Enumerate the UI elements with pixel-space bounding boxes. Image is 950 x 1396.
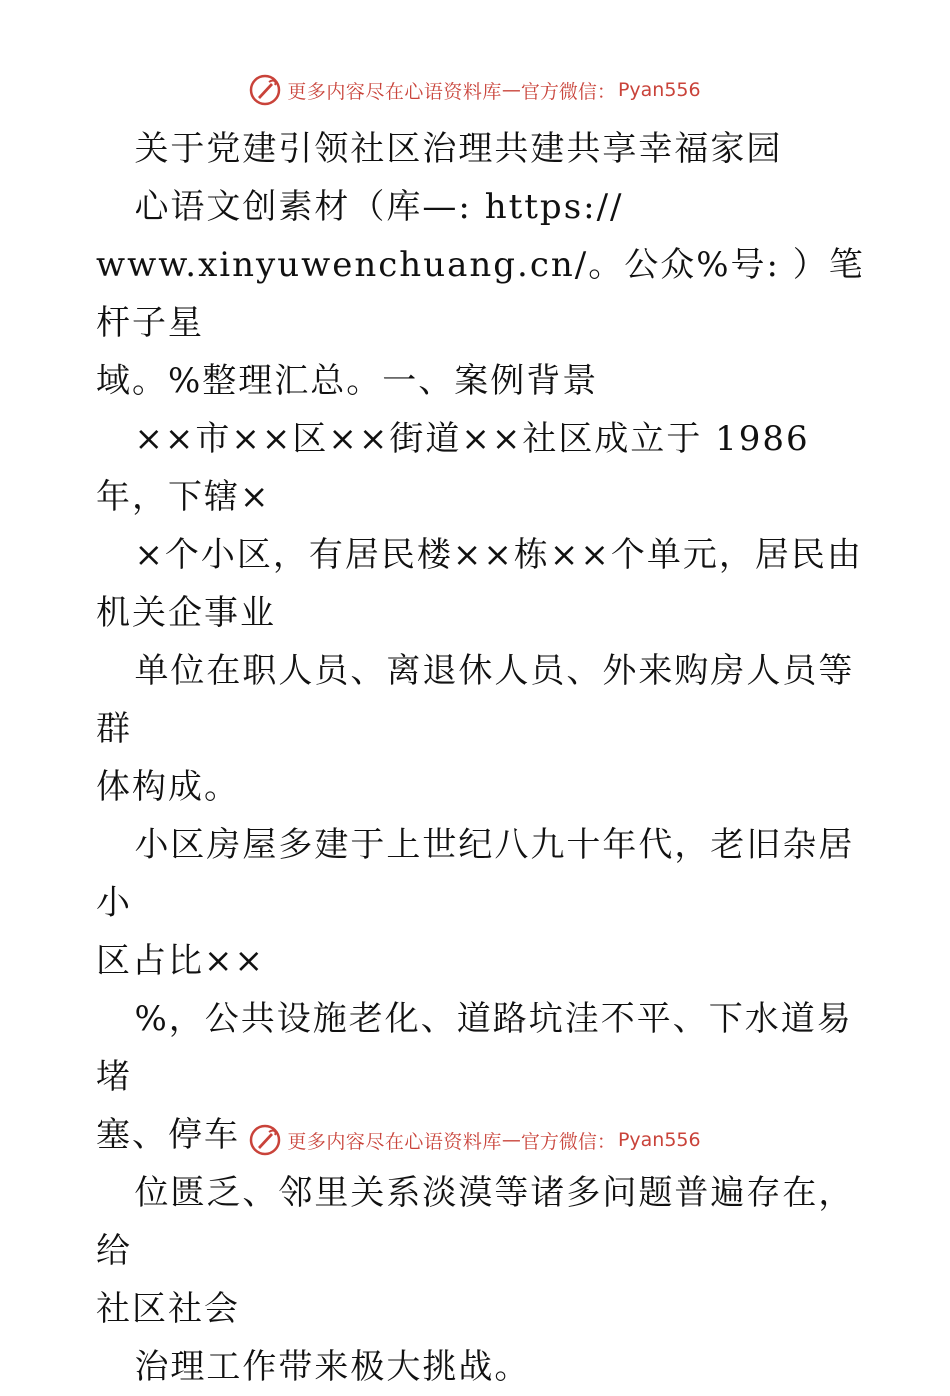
header-banner — [0, 70, 950, 110]
doc-line: 小区房屋多建于上世纪八九十年代，老旧杂居小 — [96, 825, 855, 923]
doc-line: 关于党建引领社区治理共建共享幸福家园 — [96, 129, 783, 169]
banner-official-label: 官方微信： — [520, 1130, 616, 1153]
footer-banner — [0, 1120, 950, 1160]
quill-circle-icon — [249, 1124, 281, 1156]
document-body — [96, 120, 866, 1396]
doc-line: 体构成。 — [96, 767, 240, 807]
banner-wechat-id: Pyan556 — [617, 1129, 701, 1151]
doc-line: 位匮乏、邻里关系淡漠等诸多问题普遍存在，给 — [96, 1173, 855, 1271]
doc-line: 单位在职人员、离退休人员、外来购房人员等群 — [96, 651, 855, 749]
doc-line: ×个小区，有居民楼××栋××个单元，居民由 — [96, 535, 863, 575]
doc-line: 社区社会 — [96, 1289, 240, 1329]
doc-line: 机关企事业 — [96, 593, 276, 633]
banner-wechat-id: Pyan556 — [617, 79, 701, 101]
banner-official-label: 官方微信： — [520, 80, 616, 103]
banner-main-text: 更多内容尽在心语资料库 — [287, 80, 502, 103]
doc-line: 心语文创素材（库—: https:// — [96, 187, 624, 227]
doc-line: 年，下辖× — [96, 477, 271, 517]
banner-separator: — — [501, 1129, 521, 1151]
banner-main-text: 更多内容尽在心语资料库 — [287, 1130, 502, 1153]
doc-line: 域。%整理汇总。一、案例背景 — [96, 361, 599, 401]
doc-line: 治理工作带来极大挑战。 — [96, 1347, 531, 1387]
banner-separator: — — [501, 79, 521, 101]
quill-circle-icon — [249, 74, 281, 106]
doc-line: 塞、停车 — [96, 1115, 240, 1155]
doc-line: 区占比×× — [96, 941, 265, 981]
doc-line: www.xinyuwenchuang.cn/。公众%号: ）笔杆子星 — [96, 245, 865, 343]
doc-line: ××市××区××街道××社区成立于 1986 — [96, 419, 810, 459]
doc-line: %，公共设施老化、道路坑洼不平、下水道易堵 — [96, 999, 853, 1097]
